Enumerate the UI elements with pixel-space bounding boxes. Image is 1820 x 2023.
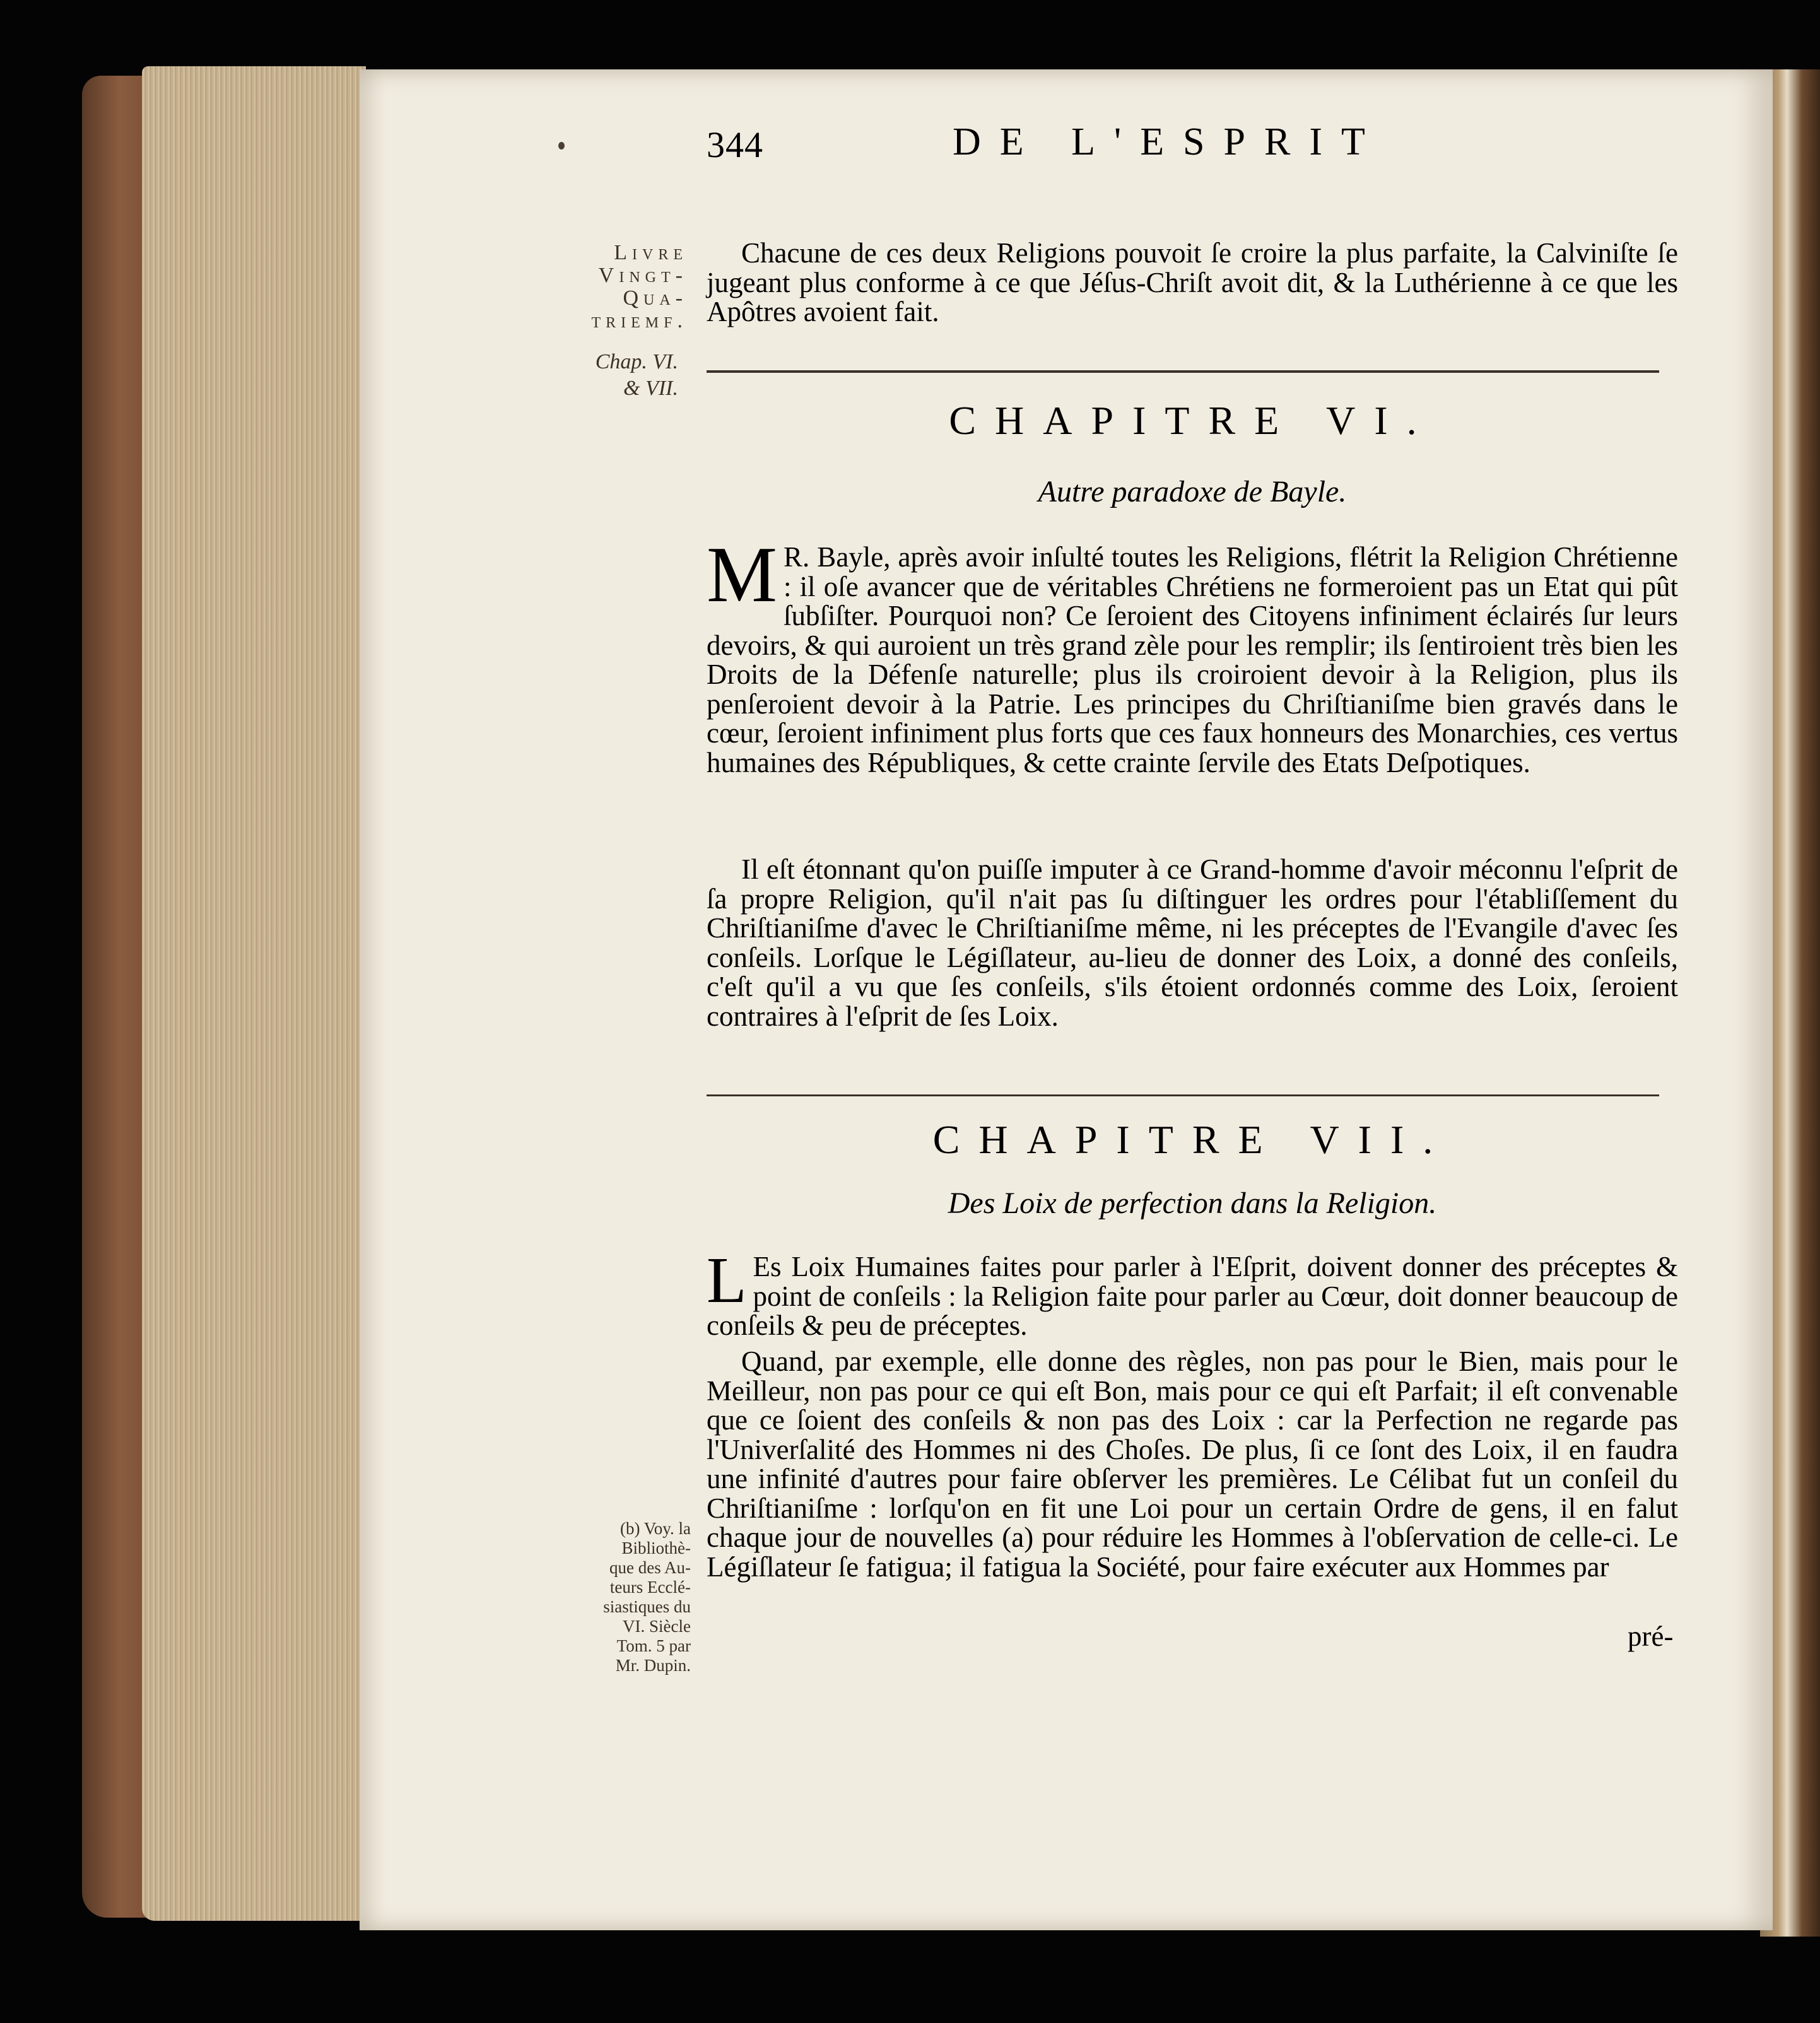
page-number: 344 — [707, 124, 763, 165]
chapter-6-paragraph-2: Il eſt étonnant qu'on puiſſe imputer à ce Grand-homme d'avoir méconnu l'eſprit de ſa propre Religion, qu'il n'ait pas ſu diſtinguer les ordres pour l'établiſſement du Chriſtianiſme d'avec le Chriſtianiſme même, ni les préceptes de l'Evangile d'avec ſes conſeils. Lorſque le Légiſlateur, au-lieu de donner des Loix, a donné des conſeils, c'eſt qu'il a vu que ſes conſeils, s'ils étoient ordonnés comme des Loix, ſeroient contraires à l'eſprit de ſes Loix. — [707, 853, 1678, 1032]
chapter-7-title: CHAPITRE VII. — [932, 1117, 1452, 1162]
margin-livre: Livre Vingt- Qua- triemf. — [591, 241, 688, 332]
chapter-6-subtitle: Autre paradoxe de Bayle. — [1038, 475, 1347, 508]
chapter-7-paragraph-1: L Es Loix Humaines faites pour parler à l'Eſprit, doivent donner des préceptes & point de conſeils : la Religion faite pour parler au Cœur, doit donner beaucoup de conſeils & peu de préceptes. — [707, 1244, 1678, 1341]
chapter-7-subtitle: Des Loix de perfection dans la Religion. — [948, 1187, 1437, 1220]
chapter-7-paragraph-2: Quand, par exemple, elle donne des règles, non pas pour le Bien, mais pour le Meilleur, non pas pour ce qui eſt Bon, mais pour ce qui eſt Parfait; il eſt convenable que ce ſoient des conſeils & non pas des Loix : car la Perfection ne regarde pas l'Univerſalité des Hommes ni des Choſes. De plus, ſi ce ſont des Loix, il en faudra une infinité d'autres pour faire obſerver les premières. Le Célibat fut un conſeil du Chriſtianiſme : lorſqu'on en fit une Loi pour un certain Ordre de gens, il en falut chaque jour de nouvelles (a) pour réduire les Hommes à l'obſervation de celle-ci. Le Légiſlateur ſe fatigua; il fatigua la Société, pour faire exécuter aux Hommes par — [707, 1346, 1678, 1583]
intro-paragraph: Chacune de ces deux Religions pouvoit ſe croire la plus parfaite, la Calviniſte ſe jugeant plus conforme à ce que Jéſus-Chriſt avoit dit, & la Luthérienne à ce que les Apôtres avoient fait. — [707, 237, 1678, 327]
margin-chapter-ref: Chap. VI. & VII. — [595, 350, 678, 400]
page-edges — [142, 66, 366, 1921]
margin-note-b: (b) Voy. la Bibliothè- que des Au- teurs Ecclé- siastiques du VI. Siècle Tom. 5 par Mr. Dupin. — [603, 1519, 691, 1675]
chapter-divider — [707, 370, 1659, 373]
ink-spot — [558, 142, 565, 150]
drop-cap: L — [707, 1244, 747, 1316]
drop-cap: M — [707, 531, 778, 619]
running-title: DE L'ESPRIT — [953, 120, 1384, 163]
catchword: pré- — [1628, 1621, 1674, 1652]
chapter-6-paragraph-1: M R. Bayle, après avoir inſulté toutes les Religions, flétrit la Religion Chrétienne : il oſe avancer que de véritables Chrétiens ne formeroient pas un Etat qui pût ſubſiſter. Pourquoi non? Ce ſeroient des Citoyens infiniment éclairés ſur leurs devoirs, & qui auroient un très grand zèle pour les remplir; ils ſentiroient très bien les Droits de la Défenſe naturelle; plus ils croiroient devoir à la Religion, plus ils penſeroient devoir à la Patrie. Les principes du Chriſtianiſme bien gravés dans le cœur, ſeroient infiniment plus forts que ces faux honneurs des Monarchies, ces vertus humaines des Républiques, & cette crainte ſervile des Etats Deſpotiques. — [707, 531, 1678, 778]
chapter-6-title: CHAPITRE VI. — [949, 398, 1436, 443]
chapter-divider — [707, 1094, 1659, 1096]
